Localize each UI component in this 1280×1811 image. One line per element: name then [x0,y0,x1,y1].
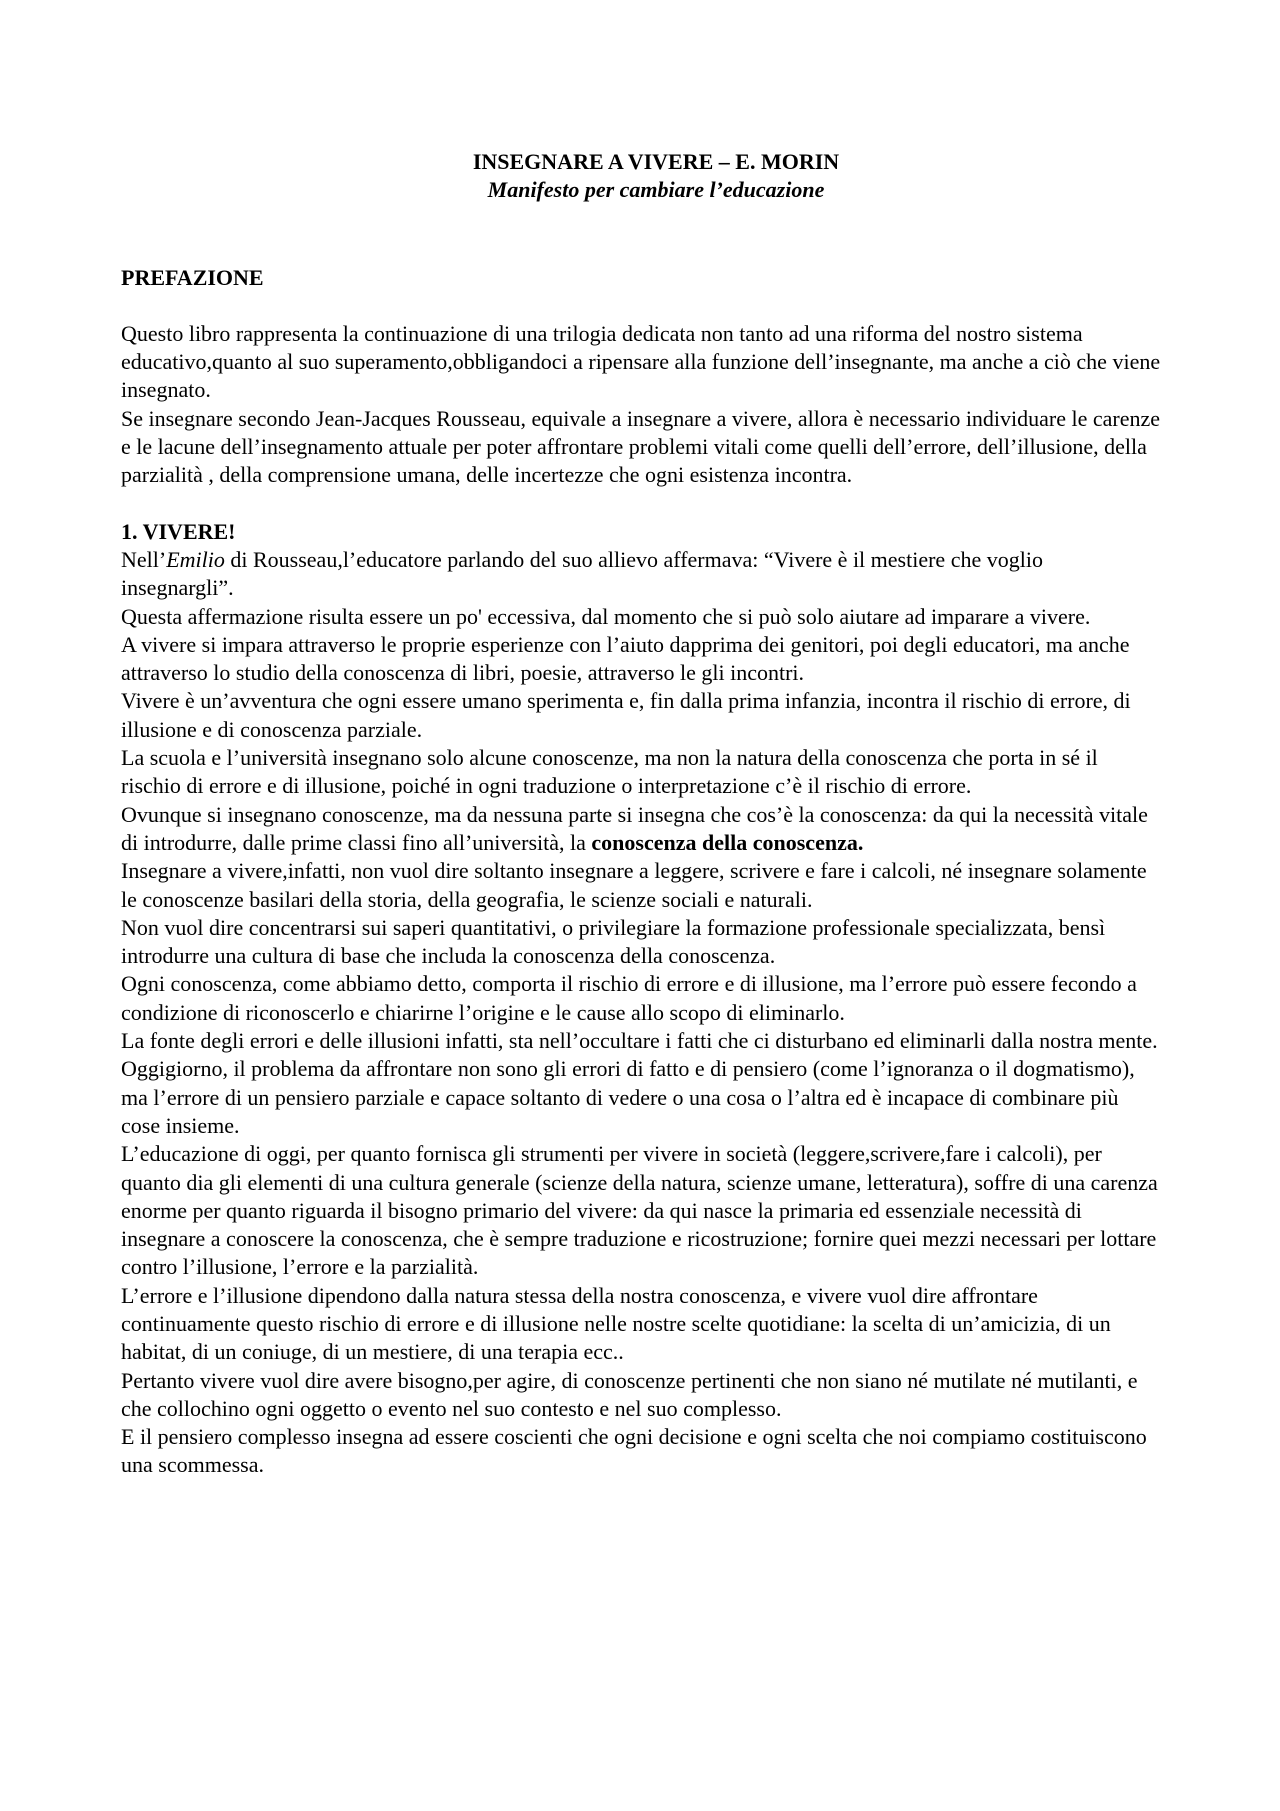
preface-body [121,320,1161,490]
section-paragraph: A vivere si impara attraverso le proprie esperienze con l’aiuto dapprima dei genitori, poi degli educatori, ma anche attraverso lo studio della conoscenza di libri, poesie, attraverso le gli incontri. [121,631,1130,686]
section-paragraph: E il pensiero complesso insegna ad essere coscienti che ogni decisione e ogni scelta che noi compiamo costituiscono una scommessa. [121,1424,1147,1478]
emphasis-conoscenza: conoscenza della conoscenza. [591,829,864,855]
book-title-emilio: Emilio [166,546,225,572]
preface-paragraph: Se insegnare secondo Jean-Jacques Rousseau, equivale a insegnare a vivere, allora è necessario individuare le carenze e le lacune dell’insegnamento attuale per poter affrontare problemi vitali come quelli dell’errore, dell’illusione, della parzialità , della comprensione umana, delle incertezze che ogni esistenza incontra. [121,405,1161,488]
section-paragraph: L’errore e l’illusione dipendono dalla natura stessa della nostra conoscenza, e vivere vuol dire affrontare continuamente questo rischio di errore e di illusione nelle nostre scelte quotidiane: la scelta di un’amicizia, di un habitat, di un coniuge, di un mestiere, di una terapia ecc.. [121,1282,1111,1365]
section-paragraph: La fonte degli errori e delle illusioni infatti, sta nell’occultare i fatti che ci disturbano ed eliminarli dalla nostra mente. [121,1028,1158,1054]
paragraph-text: Ovunque si insegnano conoscenze, ma da nessuna parte si insegna che cos’è la conoscenza: da qui la necessità vitale di introdurre, dalle prime classi fino all’università, la [121,801,1148,855]
document-subtitle: Manifesto per cambiare l’educazione [487,177,825,203]
section-paragraph: Non vuol dire concentrarsi sui saperi quantitativi, o privilegiare la formazione professionale specializzata, bensì introdurre una cultura di base che includa la conoscenza della conoscenza. [121,914,1106,969]
section-heading-vivere: 1. VIVERE! [121,518,236,544]
section-paragraph: Vivere è un’avventura che ogni essere umano sperimenta e, fin dalla prima infanzia, incontra il rischio di errore, di illusione e di conoscenza parziale. [121,688,1131,742]
section-paragraph: L’educazione di oggi, per quanto fornisca gli strumenti per vivere in società (leggere,scrivere,fare i calcoli), per quanto dia gli elementi di una cultura generale (scienze della natura, scienze umane, letteratura), soffre di una carenza enorme per quanto riguarda il bisogno primario del vivere: da qui nasce la primaria ed essenziale necessità di insegnare a conoscere la conoscenza, che è sempre traduzione e ricostruzione; fornire quei mezzi necessari per lottare contro l’illusione, l’errore e la parzialità. [121,1141,1158,1280]
paragraph-text: Nell’ [121,546,167,572]
section-paragraph [121,546,1161,603]
section-paragraph: Ogni conoscenza, come abbiamo detto, comporta il rischio di errore e di illusione, ma l’errore può essere fecondo a condizione di riconoscerlo e chiarirne l’origine e le cause allo scopo di eliminarlo. [121,971,1137,1025]
document-page [121,148,1161,1480]
section-paragraph: Oggigiorno, il problema da affrontare non sono gli errori di fatto e di pensiero (come l’ignoranza o il dogmatismo), ma l’errore di un pensiero parziale e capace soltanto di vedere o una cosa o l’altra ed è incapace di combinare più cose insieme. [121,1056,1135,1138]
title-block [151,148,1161,205]
section-paragraph: Insegnare a vivere,infatti, non vuol dire soltanto insegnare a leggere, scrivere e fare i calcoli, né insegnare solamente le conoscenze basilari della storia, della geografia, le scienze sociali e naturali. [121,858,1147,912]
preface-heading: PREFAZIONE [121,264,264,290]
document-title: INSEGNARE A VIVERE – E. MORIN [472,149,840,174]
section-paragraph: Questa affermazione risulta essere un po' eccessiva, dal momento che si può solo aiutare ad imparare a vivere. [121,603,1091,629]
paragraph-text: di Rousseau,l’educatore parlando del suo allievo affermava: “Vivere è il mestiere che voglio insegnargli”. [121,546,1043,601]
section-body-vivere [121,546,1161,1480]
section-paragraph: La scuola e l’università insegnano solo alcune conoscenze, ma non la natura della conoscenza che porta in sé il rischio di errore e di illusione, poiché in ogni traduzione o interpretazione c’è il rischio di errore. [121,745,1098,799]
section-paragraph: Pertanto vivere vuol dire avere bisogno,per agire, di conoscenze pertinenti che non siano né mutilate né mutilanti, e che collochino ogni oggetto o evento nel suo contesto e nel suo complesso. [121,1367,1138,1421]
preface-paragraph: Questo libro rappresenta la continuazione di una trilogia dedicata non tanto ad una riforma del nostro sistema educativo,quanto al suo superamento,obbligandoci a ripensare alla funzione dell’insegnante, ma anche a ciò che viene insegnato. [121,320,1161,403]
section-paragraph [121,801,1161,858]
